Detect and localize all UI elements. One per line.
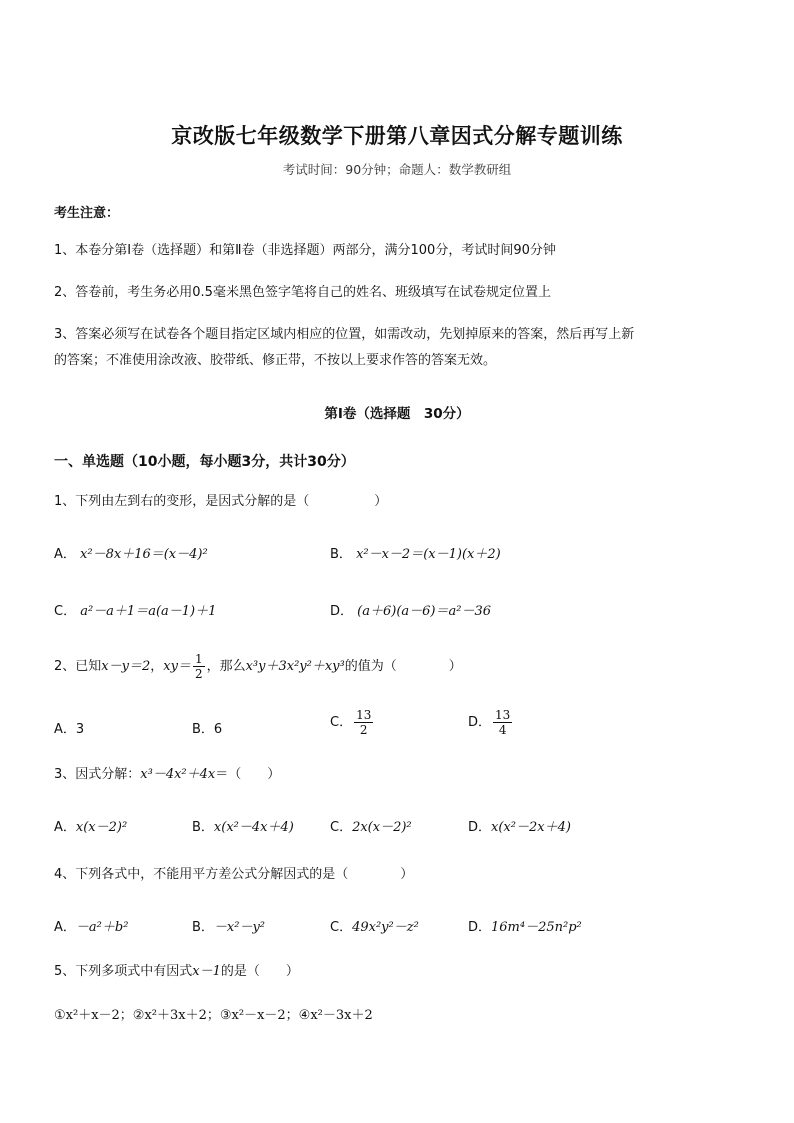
part-title: 第Ⅰ卷（选择题 30分） (324, 406, 470, 422)
condition-1: x－y＝2 (101, 659, 151, 674)
separator: ， (150, 659, 164, 674)
notice-item-1: 1、本卷分第Ⅰ卷（选择题）和第Ⅱ卷（非选择题）两部分，满分100分，考试时间90分钟 (54, 243, 556, 258)
question-3-stem (54, 761, 280, 788)
question-1-option-a[interactable] (54, 543, 208, 562)
factor-expression: x－1 (192, 964, 221, 979)
question-4-option-c[interactable] (330, 916, 419, 935)
notice-item-3-cont: 的答案；不准使用涂改液、胶带纸、修正带，不按以上要求作答的答案无效。 (54, 353, 497, 368)
option-letter: A． (54, 547, 76, 562)
option-letter: C． (330, 715, 353, 730)
target-expression: x³－4x²＋4x (140, 767, 216, 782)
option-expression: x(x²－2x＋4) (491, 820, 571, 835)
question-5-stem (54, 958, 299, 985)
question-1-option-b[interactable] (330, 543, 501, 562)
option-letter: A． (54, 920, 76, 935)
question-3-option-d[interactable] (468, 816, 571, 835)
option-expression: －a²＋b² (75, 920, 129, 935)
fraction-half (193, 652, 205, 681)
condition-2: xy＝ (163, 659, 191, 674)
option-expression: (a＋6)(a－6)＝a²－36 (357, 604, 491, 619)
target-expression: x³y＋3x²y²＋xy³ (245, 659, 345, 674)
option-expression: x(x－2)² (75, 820, 128, 835)
option-letter: D． (468, 820, 492, 835)
question-3-option-a[interactable] (54, 816, 127, 835)
option-expression: 49x²y²－z² (352, 920, 419, 935)
notice-heading: 考生注意： (54, 206, 120, 221)
stem-text: ，那么 (206, 659, 246, 674)
stem-text: 的值为（ ） (344, 659, 462, 674)
option-expression: x(x²－4x＋4) (213, 820, 294, 835)
polynomial-list: ①x²＋x－2；②x²＋3x＋2；③x²－x－2；④x²－3x＋2 (54, 1008, 373, 1023)
numerator: 1 (194, 652, 203, 666)
question-1-stem: 1、下列由左到右的变形，是因式分解的是（ ） (54, 494, 388, 509)
question-3-option-c[interactable] (330, 816, 412, 835)
fraction (354, 708, 373, 737)
stem-text: 2、已知 (54, 659, 102, 674)
question-4-option-d[interactable] (468, 916, 582, 935)
option-expression: x²－8x＋16＝(x－4)² (80, 547, 208, 562)
denominator: 2 (194, 667, 203, 681)
question-2-option-b[interactable]: B．6 (192, 722, 223, 737)
option-letter: B． (330, 547, 352, 562)
option-letter: D． (468, 920, 492, 935)
notice-item-2: 2、答卷前，考生务必用0.5毫米黑色签字笔将自己的姓名、班级填写在试卷规定位置上 (54, 285, 551, 300)
denominator: 2 (359, 723, 368, 737)
exam-meta: 考试时间：90分钟；命题人：数学教研组 (282, 162, 512, 177)
option-expression: －x²－y² (213, 920, 266, 935)
question-2-option-c[interactable] (330, 708, 375, 737)
question-3-option-b[interactable] (192, 816, 294, 835)
option-letter: C． (330, 820, 353, 835)
question-4-stem: 4、下列各式中，不能用平方差公式分解因式的是（ ） (54, 867, 414, 882)
question-4-option-a[interactable] (54, 916, 128, 935)
option-letter: C． (330, 920, 353, 935)
stem-text: 3、因式分解： (54, 767, 141, 782)
stem-text: 的是（ ） (220, 964, 299, 979)
section-title: 一、单选题（10小题，每小题3分，共计30分） (54, 454, 355, 470)
stem-text: 5、下列多项式中有因式 (54, 964, 193, 979)
option-expression: x²－x－2＝(x－1)(x＋2) (356, 547, 501, 562)
option-letter: A． (54, 820, 76, 835)
option-expression: 16m⁴－25n²p² (491, 920, 582, 935)
question-4-option-b[interactable] (192, 916, 265, 935)
question-2-stem (54, 652, 462, 682)
fraction (493, 708, 512, 737)
question-5-items (54, 1002, 373, 1029)
question-2-option-a[interactable]: A．3 (54, 722, 85, 737)
option-letter: B． (192, 920, 214, 935)
numerator: 13 (495, 708, 511, 722)
page-title: 京改版七年级数学下册第八章因式分解专题训练 (171, 123, 623, 148)
numerator: 13 (356, 708, 372, 722)
option-letter: B． (192, 820, 214, 835)
question-2-option-d[interactable] (468, 708, 514, 737)
question-1-option-d[interactable] (330, 600, 491, 619)
denominator: 4 (498, 723, 507, 737)
question-1-option-c[interactable] (54, 600, 216, 619)
notice-item-3: 3、答案必须写在试卷各个题目指定区域内相应的位置，如需改动，先划掉原来的答案，然后再写上新 (54, 327, 635, 342)
option-expression: 2x(x－2)² (352, 820, 412, 835)
option-letter: D． (330, 604, 354, 619)
stem-text: ＝（ ） (215, 767, 281, 782)
option-letter: C． (54, 604, 77, 619)
option-expression: a²－a＋1＝a(a－1)＋1 (80, 604, 217, 619)
option-letter: D． (468, 715, 492, 730)
